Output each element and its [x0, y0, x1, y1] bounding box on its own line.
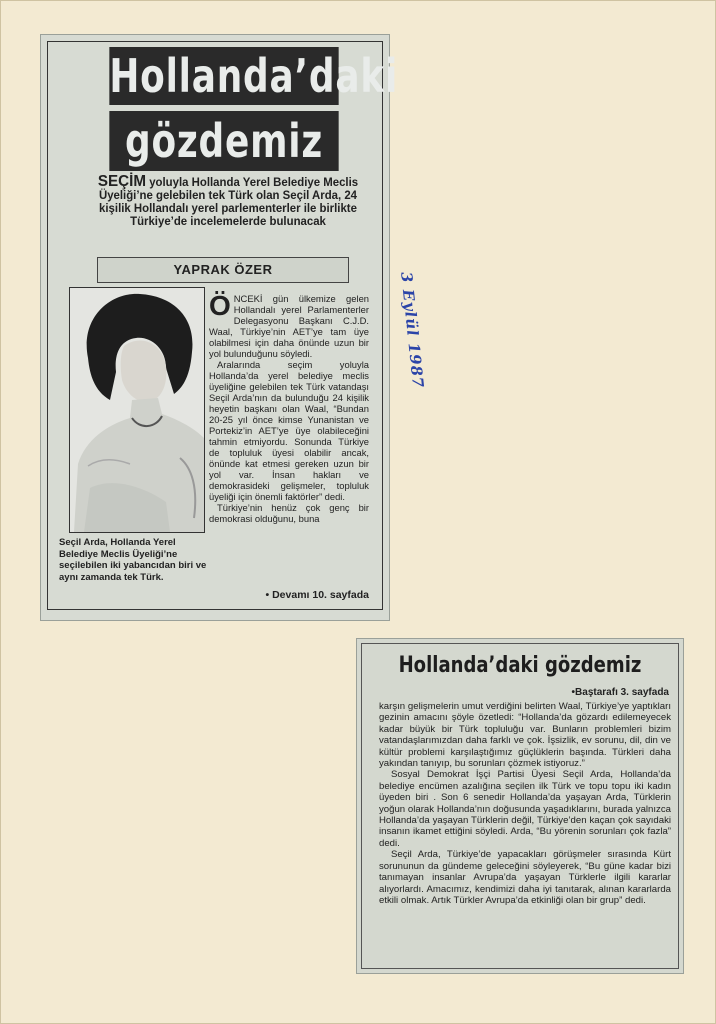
- lead-paragraph: [94, 175, 362, 228]
- paragraph-1-text: NCEKİ gün ülkemize gelen Hollandalı yerel Parlamenterler Delegasyonu Başkanı C.J.D. Waal, Türkiye’nin AET’ye tam üye olabilmesi için daha önünde uzun bir yol bulunduğunu söyledi.: [209, 293, 369, 359]
- continuation-paragraph-1: karşın gelişmelerin umut verdiğini belirten Waal, Türkiye’ye yaptıkları gezinin amacını şöyle özetledi: “Hollanda’da gözardı edilemeyecek kadar büyük bir Türk topluluğu var. Bunların problemleri bizim vatandaşlarımızdan daha farklı ve çok. İşsizlik, ev sorunu, dil, din ve kültür problemi karşılaştığımız güçlüklerin başında. Türkleri daha yakından tanıyıp, bu sorunları çözmek istiyoruz.”: [379, 701, 671, 770]
- continued-note: • Devamı 10. sayfada: [265, 589, 369, 601]
- byline: YAPRAK ÖZER: [97, 257, 349, 283]
- photo-caption: Seçil Arda, Hollanda Yerel Belediye Meclis Üyeliği’ne seçilebilen iki yabancıdan biri ve aynı zamanda tek Türk.: [59, 537, 207, 583]
- continuation-headline: Hollanda’daki gözdemiz: [398, 653, 642, 678]
- lead-text: yoluyla Hollanda Yerel Belediye Meclis Üyeliği’ne gelebilen tek Türk olan Seçil Arda, 24 kişilik Hollandalı yerel parlementerler ile birlikte Türkiye’de incelemelerde bulunacak: [98, 175, 359, 228]
- headline-line-1: Hollanda’daki: [109, 49, 399, 103]
- continued-from-note: •Baştarafı 3. sayfada: [571, 687, 669, 698]
- portrait-image: [70, 288, 204, 532]
- newspaper-clipping-continuation: [356, 638, 684, 974]
- portrait-photo: [69, 287, 205, 533]
- continuation-body: [379, 701, 671, 906]
- newspaper-clipping-front: [40, 34, 428, 621]
- headline-line-2: gözdemiz: [109, 111, 338, 171]
- article-column: [209, 290, 369, 524]
- drop-cap: Ö: [209, 290, 231, 321]
- article-paragraph-1: [209, 290, 369, 359]
- article-paragraph-3: Türkiye’nin henüz çok genç bir demokrasi olduğunu, buna: [209, 502, 369, 524]
- continuation-paragraph-3: Seçil Arda, Türkiye’de yapacakları görüşmeler sırasında Kürt sorununun da gündeme geleceğini söyleyerek, “Bu güne kadar bizi tanımayan insanlar Avrupa’da yaşayan Türklerle ilgili kararlar alıyorlardı. Amacımız, kendimizi daha iyi tanıtarak, alınan kararlarda etkili olmak. Artık Türkler Avrupa’da etkinliği olan bir grup” dedi.: [379, 849, 671, 906]
- handwritten-date: 3 Eylül 1987: [397, 271, 428, 390]
- continuation-paragraph-2: Sosyal Demokrat İşçi Partisi Üyesi Seçil Arda, Hollanda’da belediye encümen azalığına seçilen ilk Türk ve topu topu iki kadın üyeden biri . Son 6 senedir Hollanda’da yaşayan Arda, Türklerin yoğun olarak Hollanda’nın doğusunda yaşadıklarını, burada yalnızca Hollanda’da yaşayan Türklerin değil, Türkiye’den kaçan çok sayıdaki insanın ikamet ettiğini söyledi. Arda, “Bu yörenin sorunları çok fazla” dedi.: [379, 769, 671, 849]
- lead-first-word: SEÇİM: [97, 173, 147, 190]
- article-paragraph-2: Aralarında seçim yoluyla Hollanda’da yerel belediye meclis üyeliğine gelebilen tek Türk vatandaşı Seçil Arda’nın da bulunduğu 24 kişilik heyetin başkanı olan Waal, “Bundan 20-25 yıl önce kimse Yunanistan ve Portekiz’in AET’ye üye olabileceğini tahmin etmiyordu. Sonunda Türkiye de topluluk üyesi olabilir ancak, önünde kat etmesi gereken uzun bir yol var. İnsan hakları ve demokrasideki gelişmeler, topluluk üyeliği için önemli faktörler” dedi.: [209, 359, 369, 502]
